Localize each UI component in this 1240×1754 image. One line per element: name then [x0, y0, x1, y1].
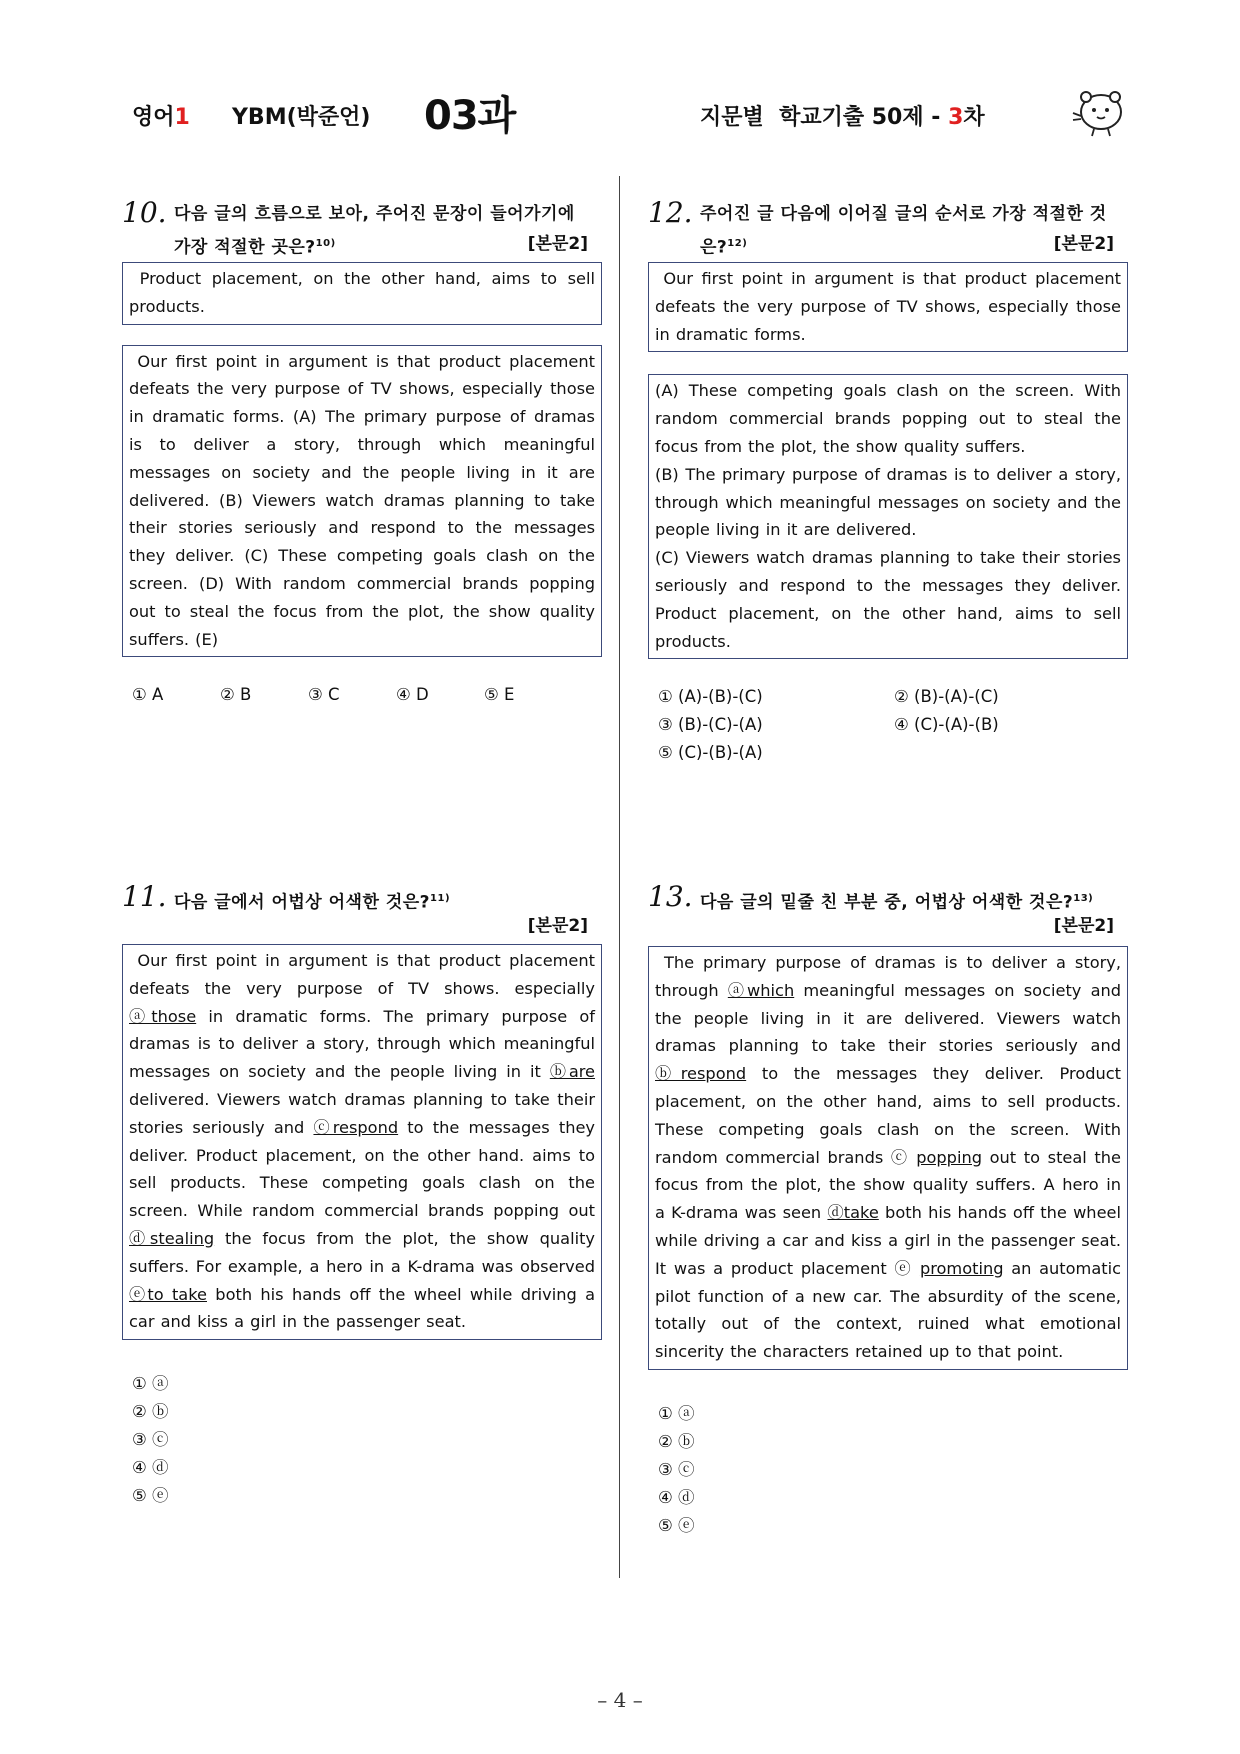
page-number: – 4 –: [597, 1688, 643, 1712]
underlined-b: ⓑrespond: [655, 1064, 747, 1084]
choice-2[interactable]: ② (B)-(A)-(C): [894, 687, 999, 707]
answer-choices: [122, 1370, 602, 1510]
underlined-c: ⓒrespond: [313, 1117, 399, 1137]
choice-3[interactable]: ③ ⓒ: [132, 1430, 169, 1450]
question-13: [648, 880, 1128, 1540]
series-label: 지문별 학교기출 50제 - 3차: [700, 105, 985, 130]
question-10: [122, 196, 602, 704]
passage-b: (B) The primary purpose of dramas is to deliver a story, through which meaningful messages on society and the people living in it are delivered.: [655, 464, 1121, 540]
choice-2[interactable]: ② ⓑ: [132, 1402, 169, 1422]
underlined-c: popping: [916, 1147, 982, 1167]
choice-1[interactable]: ① ⓐ: [132, 1374, 169, 1394]
question-prompt: 다음 글에서 어법상 어색한 것은?$^{11)}$: [174, 892, 451, 913]
passage-box: Our first point in argument is that product placement defeats the very purpose of TV shows. especially ⓐthose in dramatic forms. The primary purpose of dramas is to deliver a story, through which meaningful messages on society and the people living in it ⓑare delivered. Viewers watch dramas planning to take their stories seriously and ⓒrespond to the messages they deliver. Product placement, on the other hand. aims to sell products. These competing goals clash on the screen. While random commercial brands popping out ⓓstealing the focus from the plot, the show quality suffers. For example, a hero in a K-drama was observed ⓔto take both his hands off the wheel while driving a car and kiss a girl in the passenger seat.: [122, 944, 602, 1340]
choice-1[interactable]: ① (A)-(B)-(C): [658, 687, 763, 707]
passage-box: [648, 374, 1128, 659]
passage-box: Our first point in argument is that product placement defeats the very purpose of TV shows, especially those in dramatic forms. (A) The primary purpose of dramas is to deliver a story, through which meaningful messages on society and the people living in it are delivered. (B) Viewers watch dramas planning to take their stories seriously and respond to the messages they deliver. (C) These competing goals clash on the screen. (D) With random commercial brands popping out to steal the focus from the plot, the show quality suffers. (E): [122, 345, 602, 658]
choice-5[interactable]: ⑤ E: [484, 685, 515, 705]
question-number: 10.: [122, 196, 167, 229]
underlined-b: ⓑare: [549, 1062, 596, 1082]
passage-box: The primary purpose of dramas is to deliver a story, through ⓐwhich meaningful messages on society and the people living in it are delivered. Viewers watch dramas planning to take their stories seriously and ⓑrespond to the messages they deliver. Product placement, on the other hand, aims to sell products. These competing goals clash on the screen. With random commercial brands ⓒ popping out to steal the focus from the plot, the show quality suffers. A hero in a K-drama was seen ⓓtake both his hands off the wheel while driving a car and kiss a girl in the passenger seat. It was a product placement ⓔ promoting an automatic pilot function of a new car. The absurdity of the scene, totally out of the context, ruined what emotional sincerity the characters retained up to that point.: [648, 946, 1128, 1370]
column-divider: [619, 176, 620, 1578]
choice-2[interactable]: ② B: [220, 685, 252, 705]
bear-mascot-icon: [1070, 86, 1126, 138]
publisher-label: YBM(박준언): [232, 105, 371, 130]
underlined-e: ⓔto take: [129, 1284, 207, 1304]
passage-tag: [본문2]: [1053, 234, 1114, 254]
passage-tag: [본문2]: [1053, 916, 1114, 936]
given-sentence-box: Product placement, on the other hand, aims to sell products.: [122, 262, 602, 325]
choice-5[interactable]: ⑤ ⓔ: [658, 1515, 695, 1535]
answer-choices: [648, 683, 1128, 767]
passage-tag: [본문2]: [527, 916, 588, 936]
choice-3[interactable]: ③ ⓒ: [658, 1459, 695, 1479]
question-number: 11.: [122, 880, 167, 913]
underlined-a: ⓐthose: [129, 1006, 197, 1026]
choice-3[interactable]: ③ (B)-(C)-(A): [658, 715, 763, 735]
passage-a: (A) These competing goals clash on the screen. With random commercial brands popping out to steal the focus from the plot, the show quality suffers.: [655, 381, 1121, 456]
choice-3[interactable]: ③ C: [308, 685, 340, 705]
question-prompt: 다음 글의 흐름으로 보아, 주어진 문장이 들어가기에 가장 적절한 곳은?$^{10)}$: [174, 204, 575, 258]
choice-1[interactable]: ① A: [132, 685, 164, 705]
choice-2[interactable]: ② ⓑ: [658, 1431, 695, 1451]
choice-5[interactable]: ⑤ ⓔ: [132, 1486, 169, 1506]
question-number: 13.: [648, 880, 693, 913]
underlined-a: ⓐwhich: [727, 980, 795, 1000]
given-passage-box: Our first point in argument is that product placement defeats the very purpose of TV shows, especially those in dramatic forms.: [648, 262, 1128, 352]
choice-1[interactable]: ① ⓐ: [658, 1403, 695, 1423]
question-number: 12.: [648, 196, 693, 229]
passage-c: (C) Viewers watch dramas planning to take their stories seriously and respond to the messages they deliver. Product placement, on the other hand, aims to sell products.: [655, 548, 1121, 651]
underlined-d: ⓓtake: [827, 1203, 879, 1223]
passage-tag: [본문2]: [527, 234, 588, 254]
choice-4[interactable]: ④ ⓓ: [658, 1487, 695, 1507]
underlined-e: promoting: [919, 1258, 1004, 1278]
question-11: [122, 880, 602, 1510]
underlined-d: ⓓstealing: [129, 1228, 215, 1248]
question-prompt: 다음 글의 밑줄 친 부분 중, 어법상 어색한 것은?$^{13)}$: [700, 892, 1094, 913]
choice-5[interactable]: ⑤ (C)-(B)-(A): [658, 743, 763, 763]
question-12: [648, 196, 1128, 767]
question-prompt: 주어진 글 다음에 이어질 글의 순서로 가장 적절한 것 은?$^{12)}$: [700, 204, 1107, 258]
subject-label: 영어1: [132, 105, 190, 130]
page-header: [0, 0, 1240, 150]
choice-4[interactable]: ④ (C)-(A)-(B): [894, 715, 999, 735]
answer-choices: [122, 685, 602, 704]
lesson-title: 03과: [424, 93, 516, 139]
answer-choices: [648, 1400, 1128, 1540]
choice-4[interactable]: ④ D: [396, 685, 429, 705]
choice-4[interactable]: ④ ⓓ: [132, 1458, 169, 1478]
